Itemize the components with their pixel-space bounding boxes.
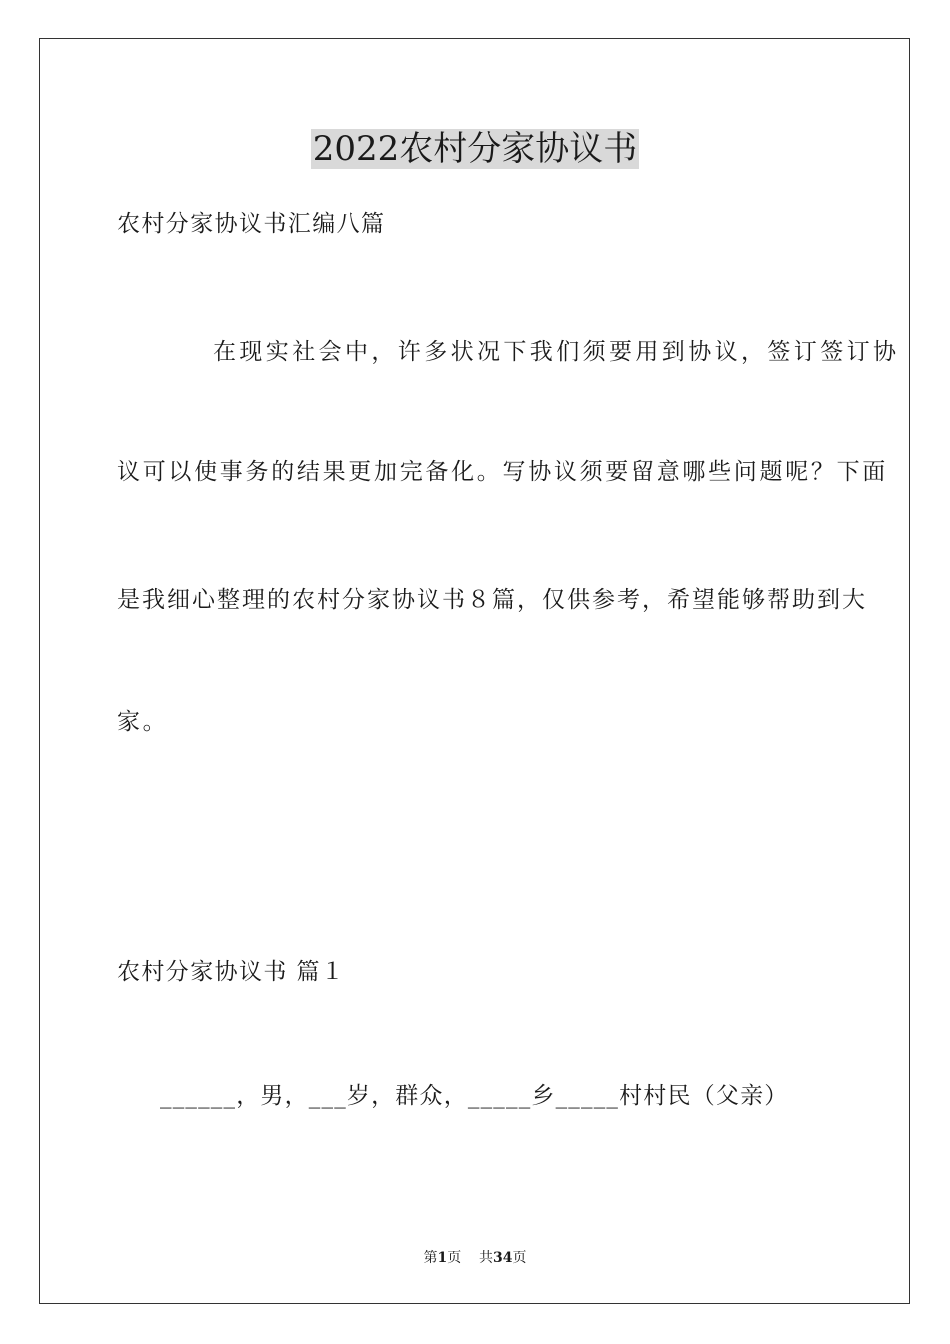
intro-paragraph-line: 在现实社会中，许多状况下我们须要用到协议，签订签订协 [213, 339, 900, 365]
page-footer [0, 1248, 950, 1268]
intro-paragraph-line: 是我细心整理的农村分家协议书８篇，仅供参考，希望能够帮助到大 [117, 587, 867, 613]
footer-page-number: 1 [437, 1250, 448, 1266]
footer-total-pages: 34 [493, 1250, 513, 1266]
intro-paragraph-line: 家。 [117, 709, 169, 735]
footer-total-suffix: 页 [512, 1250, 527, 1266]
footer-total-prefix: 共 [479, 1250, 494, 1266]
document-title-text: 2022农村分家协议书 [312, 129, 638, 169]
footer-page-suffix: 页 [447, 1250, 462, 1266]
document-title [0, 126, 950, 172]
party-fill-in-line: ______，男，___岁，群众，_____乡_____村村民（父亲） [160, 1083, 789, 1109]
section-heading: 农村分家协议书 篇１ [117, 959, 346, 985]
intro-paragraph-line: 议可以使事务的结果更加完备化。写协议须要留意哪些问题呢？下面 [117, 459, 888, 485]
footer-page-prefix: 第 [423, 1250, 438, 1266]
document-subtitle: 农村分家协议书汇编八篇 [117, 211, 386, 237]
